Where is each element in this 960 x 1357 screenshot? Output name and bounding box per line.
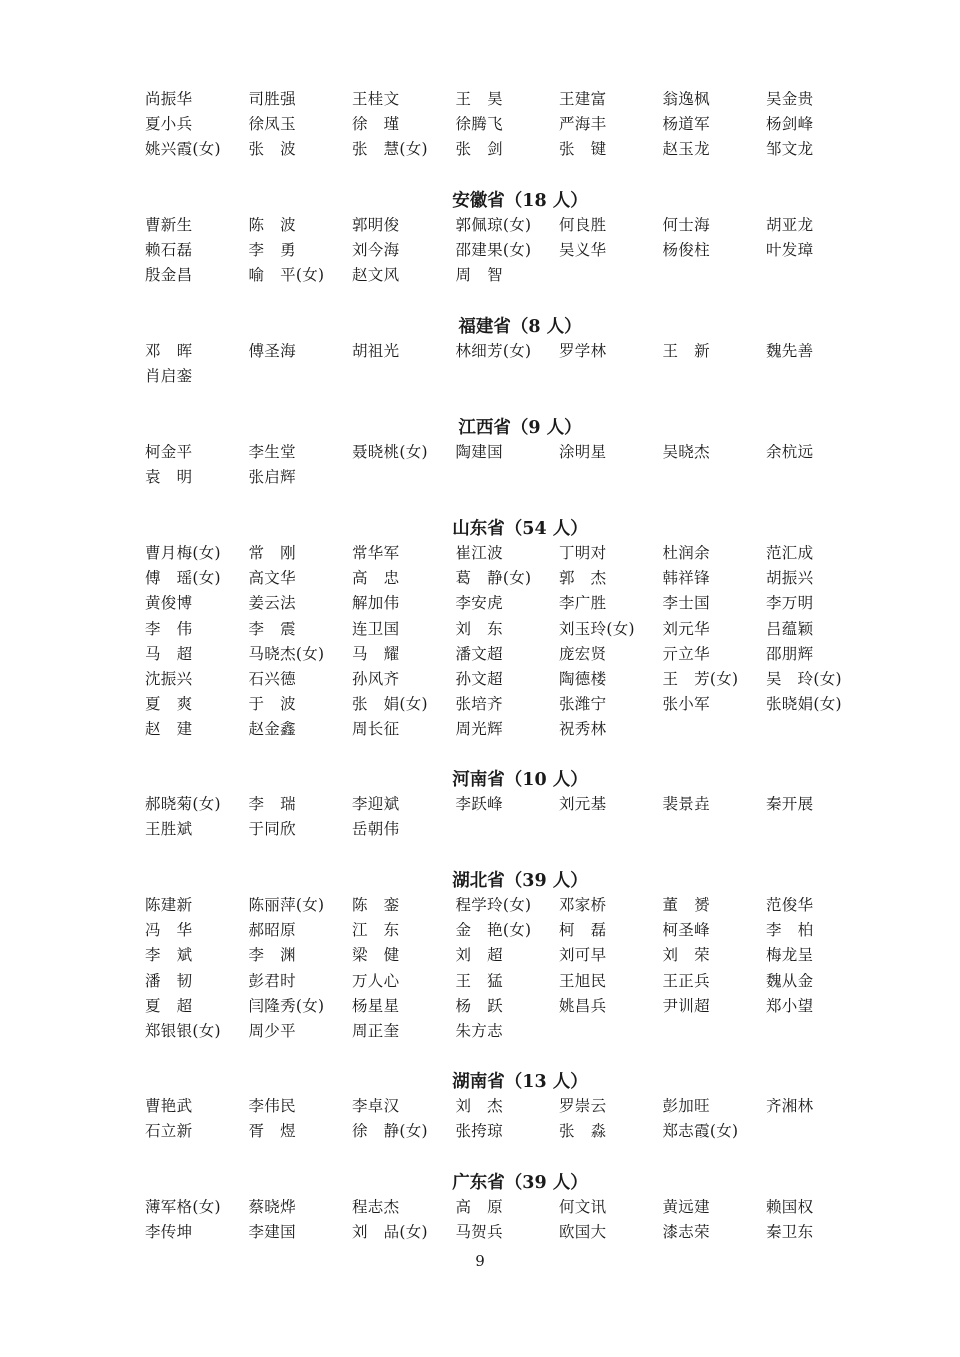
name-entry: 高 原 bbox=[455, 1198, 503, 1216]
name-entry: 李跃峰 bbox=[455, 795, 503, 813]
name-entry: 何良胜 bbox=[559, 216, 607, 234]
name-entry: 潘文超 bbox=[455, 644, 503, 663]
name-entry: 张 键 bbox=[559, 140, 607, 159]
name-entry: 王 新 bbox=[662, 342, 710, 360]
name-entry: 刘 品(女) bbox=[352, 1223, 428, 1242]
name-entry: 张 淼 bbox=[559, 1122, 607, 1141]
name-list bbox=[145, 792, 870, 842]
name-entry: 漆志荣 bbox=[662, 1223, 710, 1242]
page-number: 9 bbox=[475, 1252, 485, 1270]
name-entry: 邹文龙 bbox=[766, 140, 814, 159]
name-entry: 何文讯 bbox=[559, 1198, 607, 1216]
name-entry: 郝昭原 bbox=[248, 921, 296, 940]
name-entry: 马晓杰(女) bbox=[248, 644, 325, 663]
name-entry: 程志杰 bbox=[352, 1198, 400, 1216]
name-entry: 杨星星 bbox=[352, 996, 400, 1015]
name-entry: 李传坤 bbox=[145, 1223, 193, 1242]
name-entry: 孙风齐 bbox=[352, 669, 400, 688]
name-entry: 冯 华 bbox=[145, 921, 193, 940]
name-entry: 张 娟(女) bbox=[352, 695, 428, 714]
name-entry: 丁明对 bbox=[559, 544, 607, 562]
name-list bbox=[145, 440, 870, 490]
name-entry: 李卓汉 bbox=[352, 1097, 400, 1115]
name-entry: 柯圣峰 bbox=[662, 921, 710, 940]
name-entry: 葛 静(女) bbox=[455, 569, 532, 588]
name-entry: 马 耀 bbox=[352, 644, 400, 663]
name-entry: 董 赟 bbox=[662, 896, 710, 914]
name-entry: 石兴德 bbox=[248, 669, 296, 688]
name-entry: 梅龙呈 bbox=[766, 946, 814, 965]
name-entry: 欧国大 bbox=[559, 1223, 607, 1242]
name-entry: 周少平 bbox=[248, 1021, 296, 1040]
name-entry: 夏 超 bbox=[145, 996, 193, 1015]
name-entry: 马贺兵 bbox=[455, 1223, 503, 1242]
name-entry: 王胜斌 bbox=[145, 820, 193, 839]
name-entry: 黄俊博 bbox=[145, 594, 193, 613]
name-entry: 吴义华 bbox=[559, 241, 607, 260]
name-entry: 周 智 bbox=[455, 266, 503, 285]
name-entry: 刘 超 bbox=[455, 946, 503, 965]
name-entry: 王旭民 bbox=[559, 971, 607, 990]
section-heading: 安徽省（18 人） bbox=[452, 191, 588, 211]
name-entry: 薄军格(女) bbox=[145, 1198, 221, 1216]
name-entry: 曹月梅(女) bbox=[145, 544, 221, 562]
name-entry: 马 超 bbox=[145, 644, 193, 663]
name-entry: 吴 玲(女) bbox=[766, 669, 842, 688]
name-entry: 尚振华 bbox=[145, 90, 193, 108]
name-entry: 徐 静(女) bbox=[352, 1122, 428, 1141]
name-entry: 郭 杰 bbox=[559, 569, 607, 588]
name-entry: 张启辉 bbox=[248, 468, 296, 487]
name-entry: 郭佩琼(女) bbox=[455, 216, 532, 234]
name-entry: 魏从金 bbox=[766, 971, 814, 990]
name-entry: 刘元基 bbox=[559, 795, 607, 813]
name-entry: 胡振兴 bbox=[766, 569, 814, 588]
name-entry: 岳朝伟 bbox=[352, 820, 400, 839]
name-entry: 胡祖光 bbox=[352, 342, 400, 360]
name-entry: 郑小望 bbox=[766, 996, 814, 1015]
name-entry: 肖启銮 bbox=[145, 367, 193, 386]
name-entry: 李万明 bbox=[766, 594, 814, 613]
name-entry: 赵文风 bbox=[352, 266, 400, 285]
name-entry: 夏 爽 bbox=[145, 695, 193, 714]
name-entry: 于 波 bbox=[248, 695, 296, 714]
name-entry: 张培齐 bbox=[455, 695, 503, 714]
name-entry: 李 震 bbox=[248, 619, 296, 638]
name-entry: 殷金昌 bbox=[145, 266, 193, 285]
name-entry: 郝晓菊(女) bbox=[145, 795, 221, 813]
name-entry: 杜润余 bbox=[662, 544, 710, 562]
name-entry: 李士国 bbox=[662, 594, 710, 613]
name-entry: 陈 銮 bbox=[352, 896, 400, 914]
name-entry: 李 勇 bbox=[248, 241, 296, 260]
name-entry: 张晓娟(女) bbox=[766, 695, 842, 714]
name-entry: 江 东 bbox=[352, 921, 400, 940]
name-entry: 何士海 bbox=[662, 216, 710, 234]
name-entry: 杨 跃 bbox=[455, 996, 503, 1015]
name-entry: 范俊华 bbox=[766, 896, 814, 914]
name-entry: 杨道军 bbox=[662, 115, 710, 134]
name-list bbox=[145, 893, 870, 1044]
name-entry: 王 昊 bbox=[455, 90, 503, 108]
name-entry: 魏先善 bbox=[766, 342, 814, 360]
name-entry: 郑志霞(女) bbox=[662, 1122, 739, 1141]
name-entry: 万人心 bbox=[352, 971, 400, 990]
name-entry: 赖国权 bbox=[766, 1198, 814, 1216]
name-entry: 常华军 bbox=[352, 544, 400, 562]
name-entry: 姚昌兵 bbox=[559, 996, 607, 1015]
name-list bbox=[145, 339, 870, 389]
name-entry: 杨俊柱 bbox=[662, 241, 710, 260]
name-entry: 李 柏 bbox=[766, 921, 814, 940]
name-entry: 柯金平 bbox=[145, 443, 193, 461]
name-entry: 张潍宁 bbox=[559, 695, 607, 714]
name-entry: 翁逸枫 bbox=[662, 90, 710, 108]
name-entry: 邓家桥 bbox=[559, 896, 607, 914]
name-entry: 李 伟 bbox=[145, 619, 193, 638]
name-entry: 亓立华 bbox=[662, 644, 710, 663]
name-entry: 程学玲(女) bbox=[455, 896, 532, 914]
name-entry: 周光辉 bbox=[455, 720, 503, 739]
section-heading: 湖南省（13 人） bbox=[452, 1072, 588, 1092]
name-entry: 邓 晖 bbox=[145, 342, 193, 360]
name-entry: 徐腾飞 bbox=[455, 115, 503, 134]
name-entry: 曹艳武 bbox=[145, 1097, 193, 1115]
name-entry: 袁 明 bbox=[145, 468, 193, 487]
name-entry: 朱方志 bbox=[455, 1021, 503, 1040]
name-entry: 严海丰 bbox=[559, 115, 607, 134]
name-entry: 罗学林 bbox=[559, 342, 607, 360]
name-list bbox=[145, 213, 870, 289]
name-entry: 陶建国 bbox=[455, 443, 503, 461]
name-entry: 孙文超 bbox=[455, 669, 503, 688]
name-entry: 周长征 bbox=[352, 720, 400, 739]
section-heading: 福建省（8 人） bbox=[458, 317, 582, 337]
name-entry: 吴晓杰 bbox=[662, 443, 710, 461]
section-heading: 河南省（10 人） bbox=[452, 770, 588, 790]
section-heading: 广东省（39 人） bbox=[452, 1173, 588, 1193]
name-entry: 梁 健 bbox=[352, 946, 400, 965]
name-entry: 周正奎 bbox=[352, 1021, 400, 1040]
name-entry: 郑银银(女) bbox=[145, 1021, 221, 1040]
name-entry: 闫隆秀(女) bbox=[248, 996, 325, 1015]
name-entry: 祝秀林 bbox=[559, 720, 607, 739]
name-entry: 刘 荣 bbox=[662, 946, 710, 965]
name-entry: 涂明星 bbox=[559, 443, 607, 461]
name-list bbox=[145, 1094, 870, 1144]
name-entry: 赖石磊 bbox=[145, 241, 193, 260]
name-entry: 胡亚龙 bbox=[766, 216, 814, 234]
name-entry: 傅圣海 bbox=[248, 342, 296, 360]
name-entry: 高文华 bbox=[248, 569, 296, 588]
name-entry: 尹训超 bbox=[662, 996, 710, 1015]
name-entry: 聂晓桃(女) bbox=[352, 443, 428, 461]
name-entry: 余杭远 bbox=[766, 443, 814, 461]
name-entry: 吕蕴颖 bbox=[766, 619, 814, 638]
name-entry: 司胜强 bbox=[248, 90, 296, 108]
name-entry: 陈建新 bbox=[145, 896, 193, 914]
name-entry: 庞宏贤 bbox=[559, 644, 607, 663]
name-entry: 吴金贵 bbox=[766, 90, 814, 108]
name-entry: 傅 瑶(女) bbox=[145, 569, 221, 588]
name-entry: 郭明俊 bbox=[352, 216, 400, 234]
name-entry: 刘 东 bbox=[455, 619, 503, 638]
name-entry: 蔡晓烨 bbox=[248, 1198, 296, 1216]
name-entry: 王建富 bbox=[559, 90, 607, 108]
name-entry: 杨剑峰 bbox=[766, 115, 814, 134]
name-entry: 于同欣 bbox=[248, 820, 296, 839]
name-entry: 徐 瑾 bbox=[352, 115, 400, 134]
name-entry: 喻 平(女) bbox=[248, 266, 325, 285]
name-entry: 王正兵 bbox=[662, 971, 710, 990]
name-entry: 张 波 bbox=[248, 140, 296, 159]
name-entry: 李安虎 bbox=[455, 594, 503, 613]
section-heading: 山东省（54 人） bbox=[452, 519, 588, 539]
name-entry: 姜云法 bbox=[248, 594, 296, 613]
name-entry: 徐凤玉 bbox=[248, 115, 296, 134]
name-entry: 刘今海 bbox=[352, 241, 400, 260]
name-entry: 王 芳(女) bbox=[662, 669, 739, 688]
name-entry: 金 艳(女) bbox=[455, 921, 532, 940]
name-entry: 韩祥锋 bbox=[662, 569, 710, 588]
name-entry: 李生堂 bbox=[248, 443, 296, 461]
name-entry: 高 忠 bbox=[352, 569, 400, 588]
section-heading: 江西省（9 人） bbox=[458, 418, 582, 438]
name-entry: 姚兴霞(女) bbox=[145, 140, 221, 159]
name-entry: 赵金鑫 bbox=[248, 720, 296, 739]
name-entry: 石立新 bbox=[145, 1122, 193, 1141]
name-entry: 沈振兴 bbox=[145, 669, 193, 688]
section-heading: 湖北省（39 人） bbox=[452, 871, 588, 891]
name-entry: 张小军 bbox=[662, 695, 710, 714]
name-entry: 王 猛 bbox=[455, 971, 503, 990]
name-entry: 李 瑞 bbox=[248, 795, 296, 813]
name-entry: 范汇成 bbox=[766, 544, 814, 562]
name-entry: 彭加旺 bbox=[662, 1097, 710, 1115]
name-entry: 邵朋辉 bbox=[766, 644, 814, 663]
name-list bbox=[145, 1195, 870, 1245]
name-entry: 王桂文 bbox=[352, 90, 400, 108]
name-list bbox=[145, 541, 870, 743]
name-entry: 崔江波 bbox=[455, 544, 503, 562]
name-entry: 林细芳(女) bbox=[455, 342, 532, 360]
name-entry: 刘玉玲(女) bbox=[559, 619, 635, 638]
name-entry: 潘 韧 bbox=[145, 971, 193, 990]
name-entry: 赵 建 bbox=[145, 720, 193, 739]
name-entry: 李 斌 bbox=[145, 946, 193, 965]
name-entry: 李迎斌 bbox=[352, 795, 400, 813]
name-entry: 李 渊 bbox=[248, 946, 296, 965]
name-list bbox=[145, 87, 870, 163]
name-entry: 罗崇云 bbox=[559, 1097, 607, 1115]
name-entry: 胥 煜 bbox=[248, 1122, 296, 1141]
name-entry: 连卫国 bbox=[352, 619, 400, 638]
name-entry: 赵玉龙 bbox=[662, 140, 710, 159]
name-entry: 曹新生 bbox=[145, 216, 193, 234]
name-entry: 李伟民 bbox=[248, 1097, 296, 1115]
name-entry: 邵建果(女) bbox=[455, 241, 532, 260]
name-entry: 秦开展 bbox=[766, 795, 814, 813]
name-entry: 张挎琼 bbox=[455, 1122, 503, 1141]
name-entry: 刘可早 bbox=[559, 946, 607, 965]
name-entry: 李广胜 bbox=[559, 594, 607, 613]
name-entry: 裴景垚 bbox=[662, 795, 710, 813]
name-entry: 叶发璋 bbox=[766, 241, 814, 260]
name-entry: 张 慧(女) bbox=[352, 140, 428, 159]
name-entry: 黄远建 bbox=[662, 1198, 710, 1216]
name-entry: 陈丽萍(女) bbox=[248, 896, 325, 914]
name-entry: 夏小兵 bbox=[145, 115, 193, 134]
name-entry: 陶德楼 bbox=[559, 669, 607, 688]
name-entry: 刘元华 bbox=[662, 619, 710, 638]
name-entry: 解加伟 bbox=[352, 594, 400, 613]
name-entry: 柯 磊 bbox=[559, 921, 607, 940]
name-entry: 秦卫东 bbox=[766, 1223, 814, 1242]
name-entry: 齐湘林 bbox=[766, 1097, 814, 1115]
name-entry: 张 剑 bbox=[455, 140, 503, 159]
name-entry: 刘 杰 bbox=[455, 1097, 503, 1115]
name-entry: 李建国 bbox=[248, 1223, 296, 1242]
name-entry: 常 刚 bbox=[248, 544, 296, 562]
name-entry: 陈 波 bbox=[248, 216, 296, 234]
name-entry: 彭君时 bbox=[248, 971, 296, 990]
